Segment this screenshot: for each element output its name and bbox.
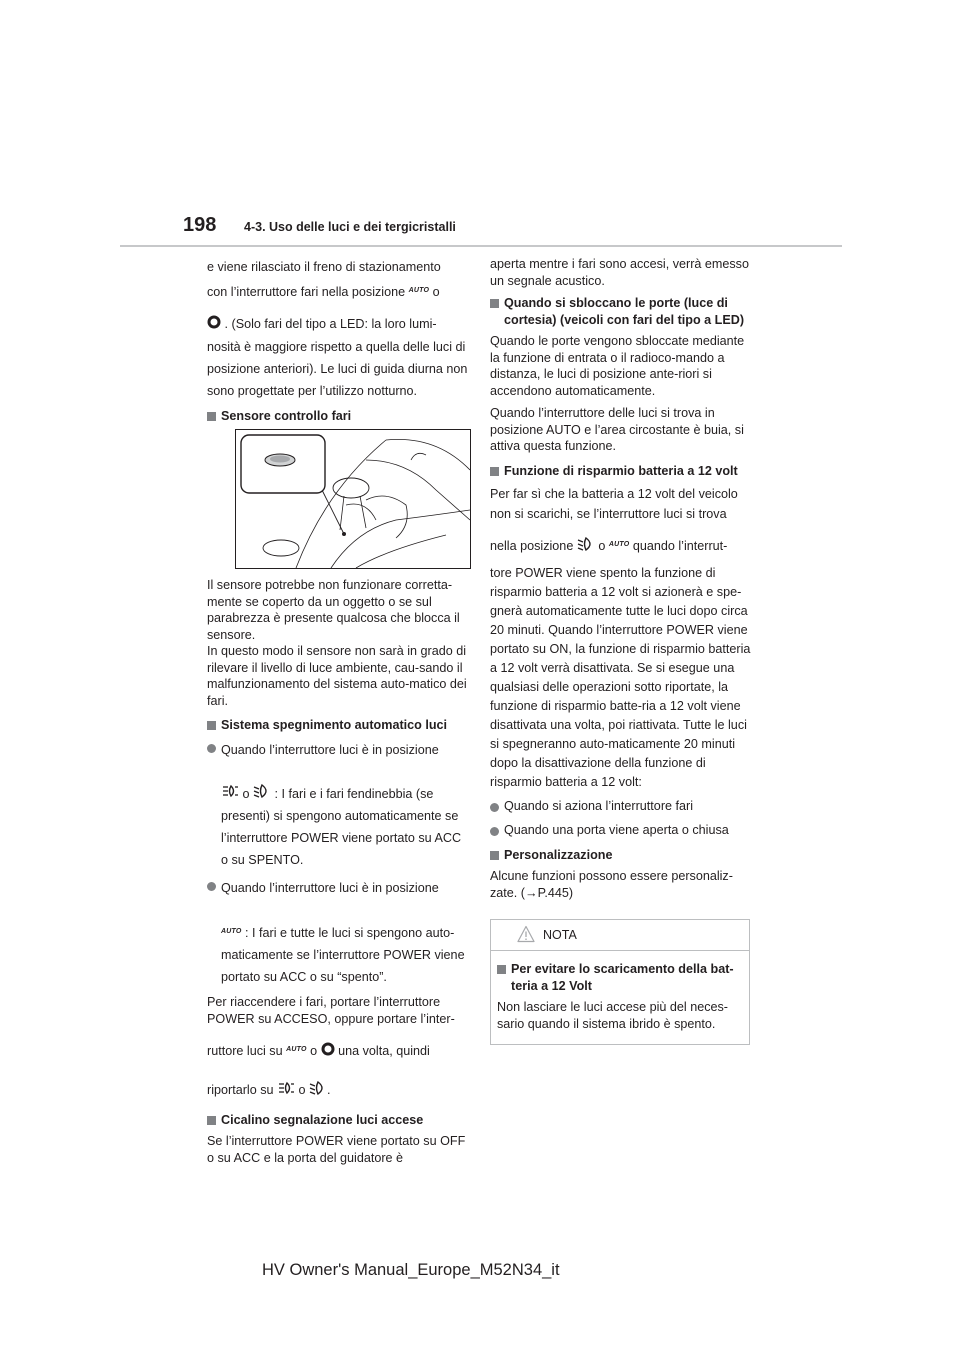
list-item xyxy=(207,877,469,988)
section-heading: Personalizzazione xyxy=(490,847,752,864)
auto-mode-icon: AUTO xyxy=(608,541,630,548)
text-paragraph: Per riaccendere i fari, portare l’interruttore POWER su ACCESO, oppure portare l’inter- xyxy=(207,995,455,1026)
text-paragraph: Non lasciare le luci accese più del neces-sario quando il sistema ibrido è spento. xyxy=(497,1000,729,1031)
text: ruttore luci su xyxy=(207,1044,283,1059)
text: o xyxy=(242,786,250,801)
auto-mode-icon: AUTO xyxy=(286,1046,307,1054)
text: . (Solo fari del tipo a LED: la loro lumi- xyxy=(224,317,437,331)
text: con l’interruttore fari nella posizione xyxy=(207,285,406,299)
auto-mode-icon: AUTO xyxy=(221,928,242,936)
section-title: 4-3. Uso delle luci e dei tergicristalli xyxy=(244,220,456,234)
text: Quando l’interruttore luci è in posizione xyxy=(221,881,439,896)
text-paragraph: nosità è maggiore rispetto a quella delle luci di posizione anteriori). Le luci di guida diurna non sono progettate per l’utilizzo notturno. xyxy=(207,339,468,398)
arrow-icon: → xyxy=(525,885,538,900)
text-line xyxy=(207,1079,469,1102)
text-paragraph: Il sensore potrebbe non funzionare corretta-mente se coperto da un oggetto o se sul parabrezza è presente qualcosa che blocca il sensore. xyxy=(207,578,460,642)
text-line xyxy=(490,534,752,558)
page-number: 198 xyxy=(183,214,217,236)
notice-box xyxy=(490,919,750,1045)
section-heading: Sensore controllo fari xyxy=(207,408,469,425)
list-item xyxy=(207,739,469,872)
section-heading: Per evitare lo scaricamento della bat-teria a 12 Volt xyxy=(497,961,743,994)
warning-icon xyxy=(517,925,535,948)
list-item: Quando una porta viene aperta o chiusa xyxy=(490,822,752,839)
text: . xyxy=(327,1083,331,1098)
left-column xyxy=(207,256,469,1172)
notice-body xyxy=(491,951,749,1044)
section-heading: Cicalino segnalazione luci accese xyxy=(207,1112,469,1129)
text: riportarlo su xyxy=(207,1083,274,1098)
text-paragraph: tore POWER viene spento la funzione di risparmio batteria a 12 volt si azionerà e spe-gnerà automaticamente tutte le luci dopo circa 20 minuti. Quando l’interruttore POWER viene portato su ON, la funzione di risparmio batteria a 12 volt verrà disattivata. Se si esegue una qualsiasi delle operazioni sotto riportate, la funzione di risparmio batte-ria a 12 volt viene disattivata una volta, poi riattivata. Tutte le luci si spegneranno auto-maticamente 20 minuti dopo la disattivazione della funzione di risparmio batteria a 12 volt: xyxy=(490,565,751,789)
text-paragraph: Quando le porte vengono sbloccate mediante la funzione di entrata o il radioco-mando a distanza, le luci di posizione ante-riori si accendono automaticamente. xyxy=(490,334,745,398)
text-paragraph: e viene rilasciato il freno di stazionamento xyxy=(207,260,441,274)
text: o xyxy=(598,539,606,553)
drl-light-icon xyxy=(207,314,221,336)
page-reference: P.445) xyxy=(537,885,574,900)
headlight-icon xyxy=(277,1080,295,1102)
text-paragraph: Per far sì che la batteria a 12 volt del veicolo non si scarichi, se l’interruttore luci si trova xyxy=(490,487,738,521)
text-paragraph: Se l’interruttore POWER viene portato su OFF o su ACC e la porta del guidatore è xyxy=(207,1134,466,1165)
text: Alcune funzioni possono essere personaliz-zate. ( xyxy=(490,869,733,900)
sensor-illustration xyxy=(235,429,471,569)
text-paragraph: aperta mentre i fari sono accesi, verrà emesso un segnale acustico. xyxy=(490,257,749,288)
text: o xyxy=(298,1083,306,1098)
right-column xyxy=(490,256,752,1045)
notice-title: NOTA xyxy=(543,928,577,943)
section-heading: Funzione di risparmio batteria a 12 volt xyxy=(490,463,752,480)
headlight-icon xyxy=(221,783,239,805)
low-beam-icon xyxy=(253,783,271,805)
text-line xyxy=(207,280,469,303)
drl-light-icon xyxy=(321,1041,335,1063)
text-line xyxy=(207,313,469,336)
text: o xyxy=(310,1044,318,1059)
text: : I fari e tutte le luci si spengono auto-maticamente se l’interruttore POWER viene portato su ACC o su “spento”. xyxy=(221,926,465,985)
low-beam-icon xyxy=(309,1080,327,1102)
footer-text: HV Owner's Manual_Europe_M52N34_it xyxy=(262,1261,560,1279)
text-paragraph: In questo modo il sensore non sarà in grado di rilevare il livello di luce ambiente, cau-sando il malfunzionamento del sistema auto-matico dei fari. xyxy=(207,644,467,708)
text: una volta, quindi xyxy=(338,1044,430,1059)
text: quando l’interrut- xyxy=(632,539,728,553)
text-line xyxy=(207,1039,469,1063)
notice-header xyxy=(491,920,749,951)
text: nella posizione xyxy=(490,539,574,553)
low-beam-icon xyxy=(577,536,595,558)
text-paragraph xyxy=(490,868,752,901)
text: o xyxy=(432,285,440,299)
header-rule xyxy=(120,245,842,247)
auto-mode-icon: AUTO xyxy=(408,287,430,294)
text: : I fari e i fari fendinebbia (se presenti) si spengono automaticamente se l’interruttore POWER viene portato su ACC o su SPENTO. xyxy=(221,786,462,868)
text: Quando l’interruttore luci è in posizione xyxy=(221,742,439,757)
list-item: Quando si aziona l’interruttore fari xyxy=(490,798,752,815)
section-heading: Sistema spegnimento automatico luci xyxy=(207,717,469,734)
text-paragraph: Quando l’interruttore delle luci si trova in posizione AUTO e l’area circostante è buia, si attiva questa funzione. xyxy=(490,406,744,453)
section-heading: Quando si sbloccano le porte (luce di cortesia) (veicoli con fari del tipo a LED) xyxy=(490,295,752,328)
